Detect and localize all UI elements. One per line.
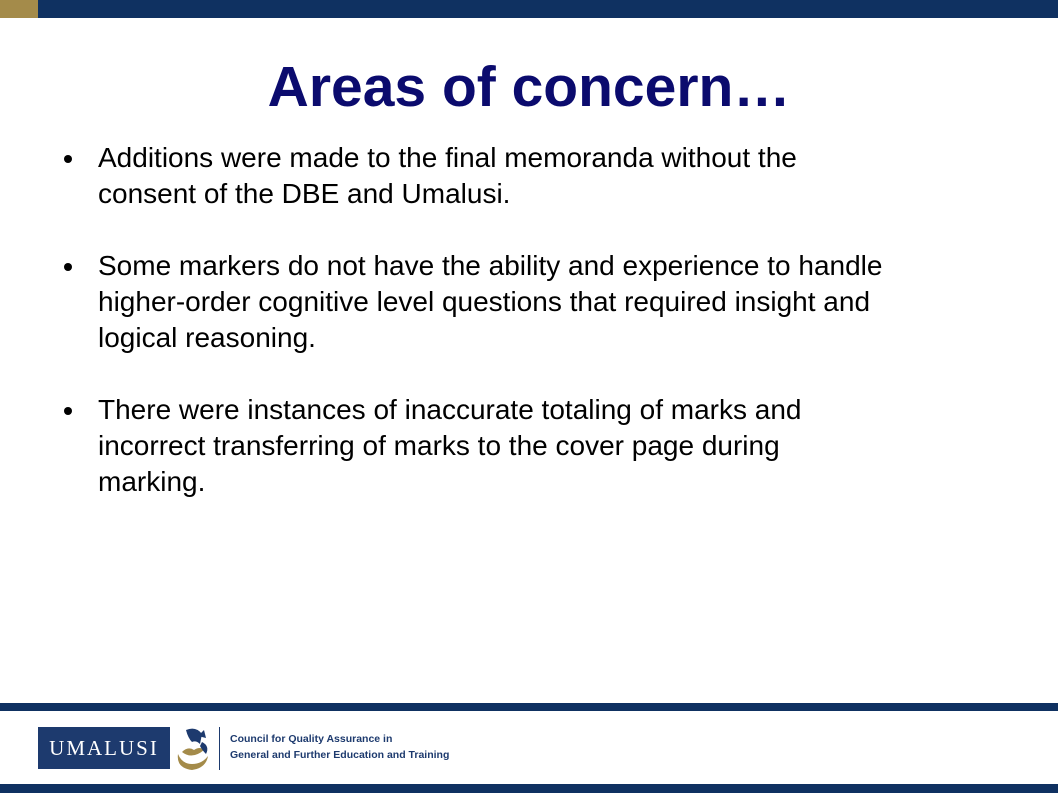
top-bar	[0, 0, 1058, 18]
organization-line-2: General and Further Education and Training	[230, 749, 450, 761]
footer-divider	[219, 727, 220, 770]
bullet-list	[62, 140, 1022, 536]
bullet-item	[62, 248, 1022, 356]
footer-line-bottom	[0, 784, 1058, 793]
bullet-item	[62, 140, 1022, 212]
bullet-dot-icon	[64, 155, 72, 163]
organization-name	[230, 731, 449, 763]
bullet-text: Some markers do not have the ability and experience to handle higher-order cognitive level questions that required insight and logical reasoning.	[98, 250, 883, 353]
organization-line-1: Council for Quality Assurance in	[230, 733, 393, 745]
logo-text: UMALUSI	[49, 735, 159, 760]
bullet-text: There were instances of inaccurate totaling of marks and incorrect transferring of marks to the cover page during marking.	[98, 394, 802, 497]
bullet-dot-icon	[64, 407, 72, 415]
bullet-dot-icon	[64, 263, 72, 271]
footer-line-top	[0, 703, 1058, 711]
bullet-item	[62, 392, 1022, 500]
umalusi-logo	[38, 727, 170, 769]
umalusi-emblem-icon	[172, 724, 214, 772]
slide-title: Areas of concern…	[267, 55, 791, 119]
top-accent	[0, 0, 38, 18]
bullet-text: Additions were made to the final memoranda without the consent of the DBE and Umalusi.	[98, 142, 797, 209]
